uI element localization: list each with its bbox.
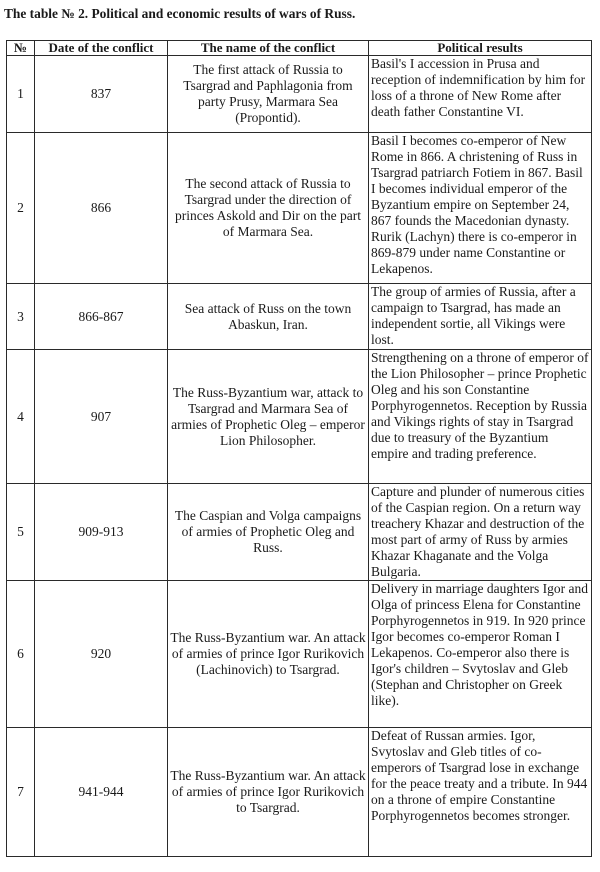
- conflict-name: Sea attack of Russ on the town Abaskun, Iran.: [168, 284, 369, 350]
- political-result: The group of armies of Russia, after a campaign to Tsargrad, has made an independent sortie, all Vikings were lost.: [369, 284, 592, 350]
- table-row: [7, 56, 592, 133]
- conflict-name: The Caspian and Volga campaigns of armies of Prophetic Oleg and Russ.: [168, 484, 369, 581]
- row-number: 6: [7, 581, 35, 728]
- political-result: Capture and plunder of numerous cities of the Caspian region. On a return way treachery Khazar and destruction of the most part of army of Russ by armies Khazar Khaganate and the Volga Bulgaria.: [369, 484, 592, 581]
- table-row: [7, 581, 592, 728]
- results-table: [6, 40, 592, 857]
- table-row: [7, 284, 592, 350]
- header-conflict-name: The name of the conflict: [168, 41, 369, 56]
- table-header-row: [7, 41, 592, 56]
- conflict-date: 866: [35, 133, 168, 284]
- header-political-results: Political results: [369, 41, 592, 56]
- table-row: [7, 484, 592, 581]
- conflict-name: The first attack of Russia to Tsargrad and Paphlagonia from party Prusy, Marmara Sea (Propontid).: [168, 56, 369, 133]
- table-row: [7, 350, 592, 484]
- table-row: [7, 133, 592, 284]
- header-date: Date of the conflict: [35, 41, 168, 56]
- political-result: Basil's I accession in Prusa and reception of indemnification by him for loss of a throne of New Rome after death father Constantine VI.: [369, 56, 592, 133]
- political-result: Basil I becomes co-emperor of New Rome in 866. A christening of Russ in Tsargrad patriarch Fotiem in 867. Basil I becomes individual emperor of the Byzantium empire on September 24, 867 founds the Macedonian dynasty. Rurik (Lachyn) there is co-emperor in 869-879 under name Constantine or Lekapenos.: [369, 133, 592, 284]
- row-number: 1: [7, 56, 35, 133]
- conflict-date: 837: [35, 56, 168, 133]
- political-result: Strengthening on a throne of emperor of the Lion Philosopher – prince Prophetic Oleg and his son Constantine Porphyrogennetos. Reception by Russia and Vikings rights of stay in Tsargrad due to treasury of the Byzantium empire and trading preference.: [369, 350, 592, 484]
- table-caption: The table № 2. Political and economic results of wars of Russ.: [4, 6, 356, 21]
- row-number: 7: [7, 728, 35, 857]
- header-number: №: [7, 41, 35, 56]
- political-result: Delivery in marriage daughters Igor and Olga of princess Elena for Constantine Porphyrogennetos in 919. In 920 prince Igor becomes co-emperor Roman I Lekapenos. Co-emperor also there is Igor's children – Svytoslav and Gleb (Stephan and Christopher on Greek like).: [369, 581, 592, 728]
- row-number: 3: [7, 284, 35, 350]
- conflict-date: 909-913: [35, 484, 168, 581]
- conflict-date: 920: [35, 581, 168, 728]
- political-result: Defeat of Russan armies. Igor, Svytoslav and Gleb titles of co-emperors of Tsargrad lose in exchange for the peace treaty and a tribute. In 944 on a throne of empire Constantine Porphyrogennetos becomes stronger.: [369, 728, 592, 857]
- conflict-date: 941-944: [35, 728, 168, 857]
- row-number: 2: [7, 133, 35, 284]
- conflict-name: The Russ-Byzantium war, attack to Tsargrad and Marmara Sea of armies of Prophetic Oleg – emperor Lion Philosopher.: [168, 350, 369, 484]
- row-number: 4: [7, 350, 35, 484]
- row-number: 5: [7, 484, 35, 581]
- conflict-date: 907: [35, 350, 168, 484]
- conflict-name: The second attack of Russia to Tsargrad under the direction of princes Askold and Dir on the part of Marmara Sea.: [168, 133, 369, 284]
- conflict-name: The Russ-Byzantium war. An attack of armies of prince Igor Rurikovich to Tsargrad.: [168, 728, 369, 857]
- conflict-name: The Russ-Byzantium war. An attack of armies of prince Igor Rurikovich (Lachinovich) to Tsargrad.: [168, 581, 369, 728]
- conflict-date: 866-867: [35, 284, 168, 350]
- table-row: [7, 728, 592, 857]
